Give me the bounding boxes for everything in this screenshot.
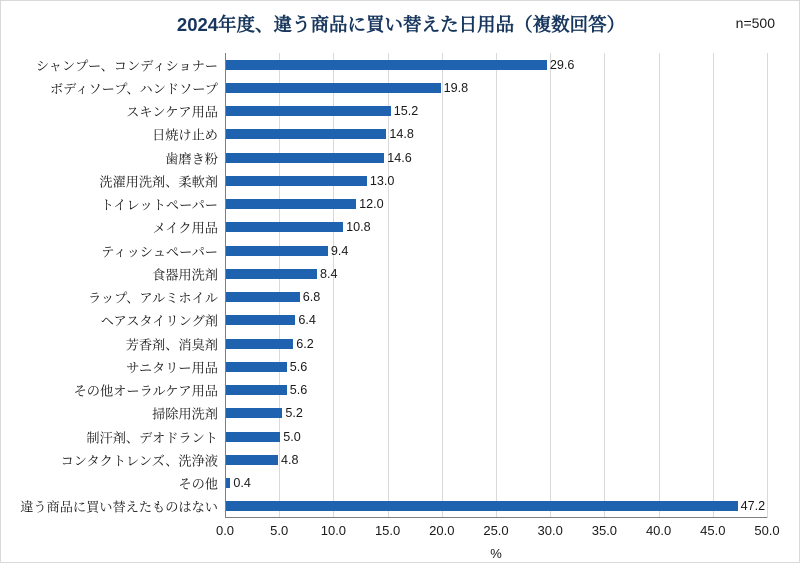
bar-row xyxy=(165,146,767,169)
bar-row xyxy=(49,76,767,99)
category-label: シャンプー、コンディショナー xyxy=(35,58,218,74)
category-label: 歯磨き粉 xyxy=(165,151,218,167)
bar-row xyxy=(178,472,767,495)
bar xyxy=(226,478,230,488)
x-axis-label: % xyxy=(490,546,502,561)
category-label: 制汗剤、デオドラント xyxy=(86,430,218,446)
category-label: トイレットペーパー xyxy=(100,197,218,213)
bar-row xyxy=(60,448,767,471)
value-label: 14.6 xyxy=(387,150,412,165)
bar-row xyxy=(152,402,767,425)
bar xyxy=(226,83,441,93)
x-tick-label: 45.0 xyxy=(700,523,726,538)
bar-row xyxy=(101,239,767,262)
bar xyxy=(226,432,280,442)
value-label: 4.8 xyxy=(281,452,299,467)
bar xyxy=(226,339,293,349)
value-label: 6.8 xyxy=(302,290,321,305)
value-label: 19.8 xyxy=(443,80,469,95)
bar xyxy=(226,455,278,465)
bar xyxy=(226,292,300,302)
category-label: その他オーラルケア用品 xyxy=(73,383,218,399)
bar xyxy=(226,408,282,418)
bar-row xyxy=(100,193,767,216)
bar xyxy=(226,269,317,279)
category-label: 芳香剤、消臭剤 xyxy=(125,337,218,353)
x-tick-label: 10.0 xyxy=(320,523,347,538)
x-tick-label: 35.0 xyxy=(591,523,618,538)
bar-row xyxy=(152,123,767,146)
bar xyxy=(226,153,384,163)
value-label: 12.0 xyxy=(359,197,384,212)
value-label: 29.6 xyxy=(549,57,575,72)
value-label: 13.0 xyxy=(369,173,395,188)
value-label: 5.0 xyxy=(283,429,301,444)
bar-row xyxy=(20,495,767,518)
value-label: 5.6 xyxy=(289,359,308,374)
bar-row xyxy=(86,425,767,448)
x-tick-label: 0.0 xyxy=(215,523,235,538)
x-tick-label: 20.0 xyxy=(429,523,455,538)
x-tick-label: 40.0 xyxy=(645,523,672,538)
bar-row xyxy=(99,169,767,192)
bar-row xyxy=(100,309,767,332)
bar xyxy=(226,129,386,139)
value-label: 14.8 xyxy=(389,127,414,142)
bar-row xyxy=(35,53,767,76)
bar-row xyxy=(152,216,767,239)
gridline xyxy=(767,53,768,518)
category-label: ティッシュペーパー xyxy=(101,244,218,260)
plot-area xyxy=(20,53,780,561)
bar xyxy=(226,362,287,372)
category-label: 違う商品に買い替えたものはない xyxy=(20,499,218,515)
bar xyxy=(226,315,295,325)
value-label: 9.4 xyxy=(330,243,349,258)
category-label: その他 xyxy=(178,476,218,492)
x-tick-label: 15.0 xyxy=(374,523,401,538)
x-tick-label: 5.0 xyxy=(270,523,289,538)
category-label: スキンケア用品 xyxy=(126,104,218,120)
category-label: 日焼け止め xyxy=(152,127,218,143)
bar xyxy=(226,385,287,395)
category-label: ボディソープ、ハンドソープ xyxy=(49,81,218,97)
value-label: 15.2 xyxy=(393,104,419,119)
category-label: 洗濯用洗剤、柔軟剤 xyxy=(99,174,218,190)
bar-row xyxy=(125,332,767,355)
value-label: 10.8 xyxy=(346,220,371,235)
bar-row xyxy=(87,286,767,309)
bar xyxy=(226,60,547,70)
category-label: 食器用洗剤 xyxy=(152,267,218,283)
value-label: 6.4 xyxy=(298,313,316,328)
category-label: メイク用品 xyxy=(152,220,218,236)
x-tick-label: 25.0 xyxy=(483,523,509,538)
category-label: ヘアスタイリング剤 xyxy=(100,313,218,329)
category-label: ラップ、アルミホイル xyxy=(87,290,218,306)
bar xyxy=(226,222,343,232)
bar xyxy=(226,246,328,256)
bar xyxy=(226,199,356,209)
bar-row xyxy=(73,379,767,402)
x-tick-label: 50.0 xyxy=(754,523,780,538)
category-label: 掃除用洗剤 xyxy=(152,406,218,422)
value-label: 5.2 xyxy=(285,406,303,421)
bar-row xyxy=(126,100,767,123)
x-tick-label: 30.0 xyxy=(537,523,563,538)
page-title: 2024年度、違う商品に買い替えた日用品（複数回答） xyxy=(176,14,626,35)
value-label: 0.4 xyxy=(233,476,251,491)
value-label: 5.6 xyxy=(289,383,308,398)
bar xyxy=(226,106,391,116)
category-label: サニタリー用品 xyxy=(126,360,218,376)
bar-row xyxy=(152,262,767,285)
category-label: コンタクトレンズ、洗浄液 xyxy=(60,453,218,469)
value-label: 47.2 xyxy=(740,499,766,514)
sample-size-label: n=500 xyxy=(735,15,775,31)
bar-row xyxy=(126,355,767,378)
value-label: 6.2 xyxy=(296,336,314,351)
value-label: 8.4 xyxy=(320,266,338,281)
bar xyxy=(226,176,367,186)
bar xyxy=(226,501,738,511)
